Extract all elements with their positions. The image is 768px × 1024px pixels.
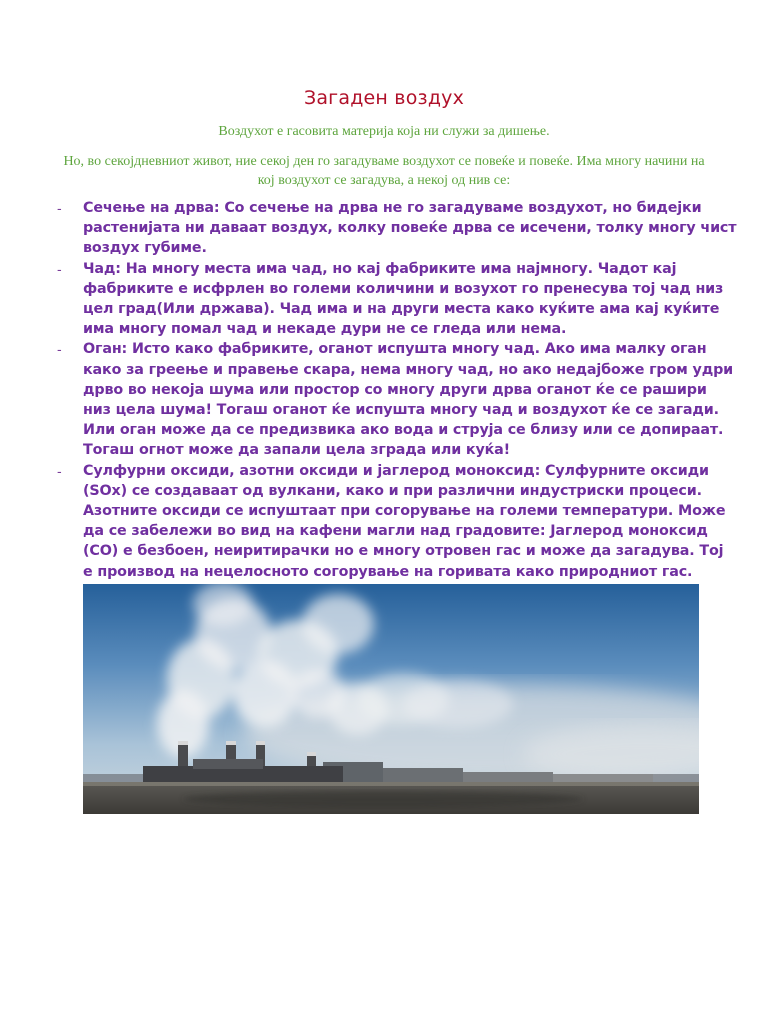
intro-line: Воздухот е гасовита материја која ни служи за дишење. (218, 124, 550, 139)
document-title: Загаден воздух (303, 87, 465, 109)
intro-paragraph: Но, во секојдневниот живот, ние секој ден го загадуваме воздухот се повеќе и повеќе. Има многу начини на кој воздухот се загадува, а некој од нив се: (63, 154, 705, 188)
list-item-text: Сулфурни оксиди, азотни оксиди и јаглерод моноксид: Сулфурните оксиди (SOx) се создаваат од вулкани, како и при различни индустриски процеси. Азотните оксиди се испуштаат при согорување на големи температури. Може да се забележи во вид на кафени магли над градовите: Јаглерод моноксид (CO) е безбоен, неиритирачки но е многу отровен гас и може да загадува. Тој е производ на нецелосното согорување на горивата како природниот гас. (83, 462, 726, 580)
pollution-sources-list (57, 198, 737, 582)
list-item (57, 461, 737, 582)
list-item (57, 198, 737, 259)
list-item (57, 259, 737, 340)
list-bullet: - (57, 462, 62, 479)
list-bullet: - (57, 341, 62, 358)
factory-smoke-photo (83, 584, 699, 814)
list-bullet: - (57, 200, 62, 216)
list-item-text: Оган: Исто како фабриките, оганот испушта многу чад. Ако има малку оган како за греење и правење скара, нема многу чад, но ако недајбоже гром удри дрво во некоја шума или простор со многу други дрва оганот ќе се рашири низ цела шума! Тогаш оганот ќе испушта многу чад и воздухот ќе се загади. Или оган може да се предизвика ако вода и струја се близу или се допираат. Тогаш огнот може да запали цела зграда или куќа! (83, 341, 734, 459)
list-item-text: Сечење на дрва: Со сечење на дрва не го загадуваме воздухот, но бидејки растенијата ни даваат воздух, колку повеќе дрва се исечени, толку многу чист воздух губиме. (83, 200, 737, 257)
list-bullet: - (57, 260, 62, 277)
list-item-text: Чад: На многу места има чад, но кај фабриките има најмногу. Чадот кај фабриките е исфрлен во големи количини и возухот го пренесува тој чад низ цел град(Или држава). Чад има и на други места како куќите ама кај куќите има многу помал чад и некаде дури не се гледа или нема. (83, 260, 724, 338)
list-item (57, 339, 737, 460)
